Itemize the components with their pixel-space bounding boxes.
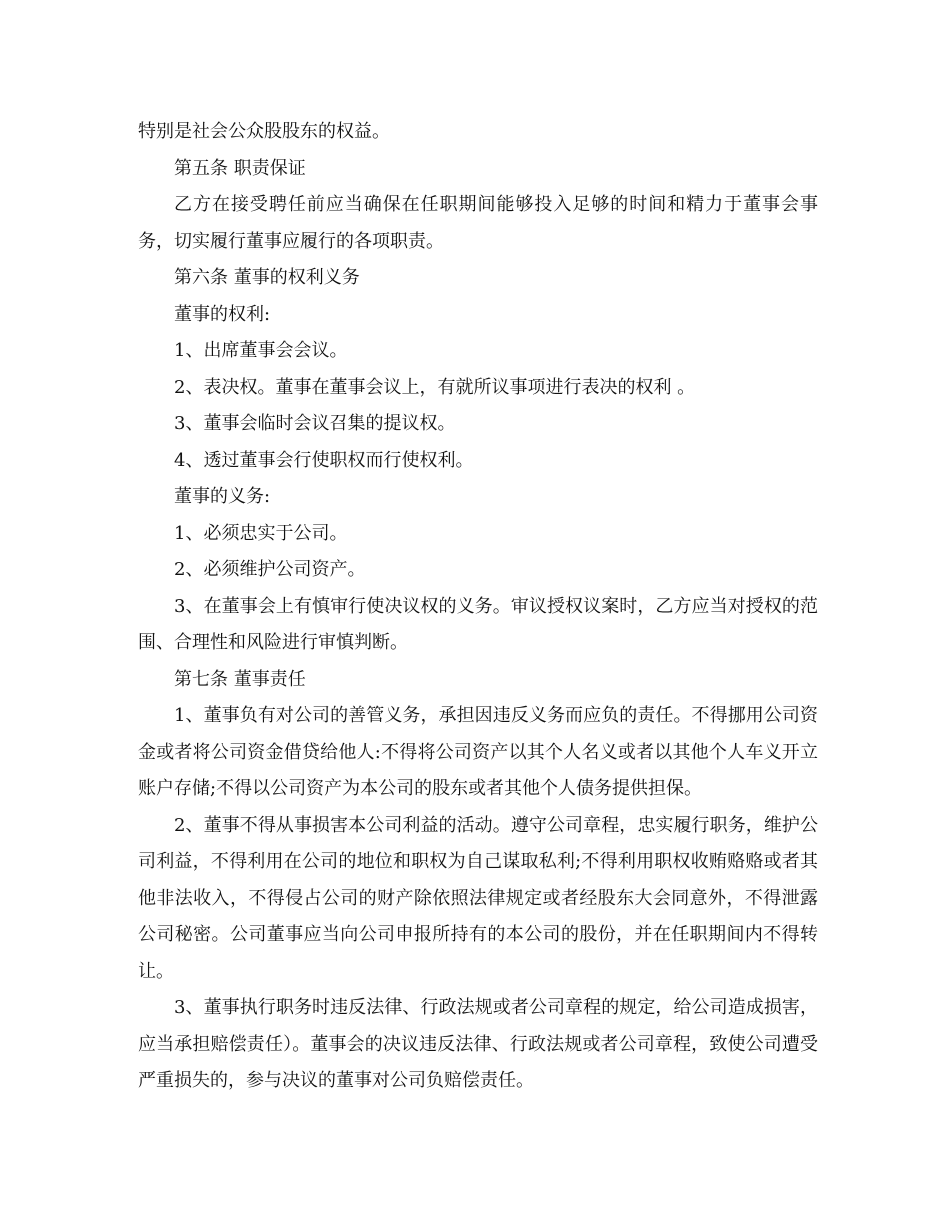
list-item-right-1: 1、出席董事会会议。 — [174, 340, 348, 361]
list-item-duty-2: 2、必须维护公司资产。 — [174, 559, 366, 580]
subheading-director-rights: 董事的权利: — [174, 303, 271, 325]
heading-article-7: 第七条 董事责任 — [174, 668, 306, 690]
list-item-liability-2: 2、董事不得从事损害本公司利益的活动。遵守公司章程，忠实履行职务，维护公司利益，不得利用在公司的地位和职权为自己谋取私利;不得利用职权收贿赂赂或者其他非法收入，不得侵占公司的财产除依照法律规定或者经股东大会同意外，不得泄露公司秘密。公司董事应当向公司申报所持有的本公司的股份，并在任职期间内不得转让。 — [138, 814, 818, 982]
paragraph-continuation: 特别是社会公众股股东的权益。 — [138, 121, 390, 142]
list-item-liability-1: 1、董事负有对公司的善管义务，承担因违反义务而应负的责任。不得挪用公司资金或者将公司资金借贷给他人:不得将公司资产以其个人名义或者以其他个人车义开立账户存储;不得以公司资产为本公司的股东或者其他个人债务提供担保。 — [138, 705, 818, 799]
list-item-liability-3: 3、董事执行职务时违反法律、行政法规或者公司章程的规定，给公司造成损害，应当承担赔偿责任）。董事会的决议违反法律、行政法规或者公司章程，致使公司遭受严重损失的，参与决议的董事对公司负赔偿责任。 — [138, 997, 818, 1091]
list-item-duty-1: 1、必须忠实于公司。 — [174, 522, 348, 544]
list-item-duty-3: 3、在董事会上有慎审行使决议权的义务。审议授权议案时，乙方应当对授权的范围、合理性和风险进行审慎判断。 — [138, 595, 818, 653]
list-item-right-2: 2、表决权。董事在董事会议上，有就所议事项进行表决的权利 。 — [174, 376, 696, 398]
paragraph-article-5-body: 乙方在接受聘任前应当确保在任职期间能够投入足够的时间和精力于董事会事务，切实履行董事应履行的各项职责。 — [138, 194, 818, 252]
heading-article-5: 第五条 职责保证 — [174, 157, 306, 179]
list-item-right-3: 3、董事会临时会议召集的提议权。 — [174, 413, 456, 434]
document-page — [138, 114, 818, 1100]
heading-article-6: 第六条 董事的权利义务 — [174, 267, 360, 288]
subheading-director-duties: 董事的义务: — [174, 486, 271, 507]
list-item-right-4: 4、透过董事会行使职权而行使权利。 — [174, 449, 474, 471]
